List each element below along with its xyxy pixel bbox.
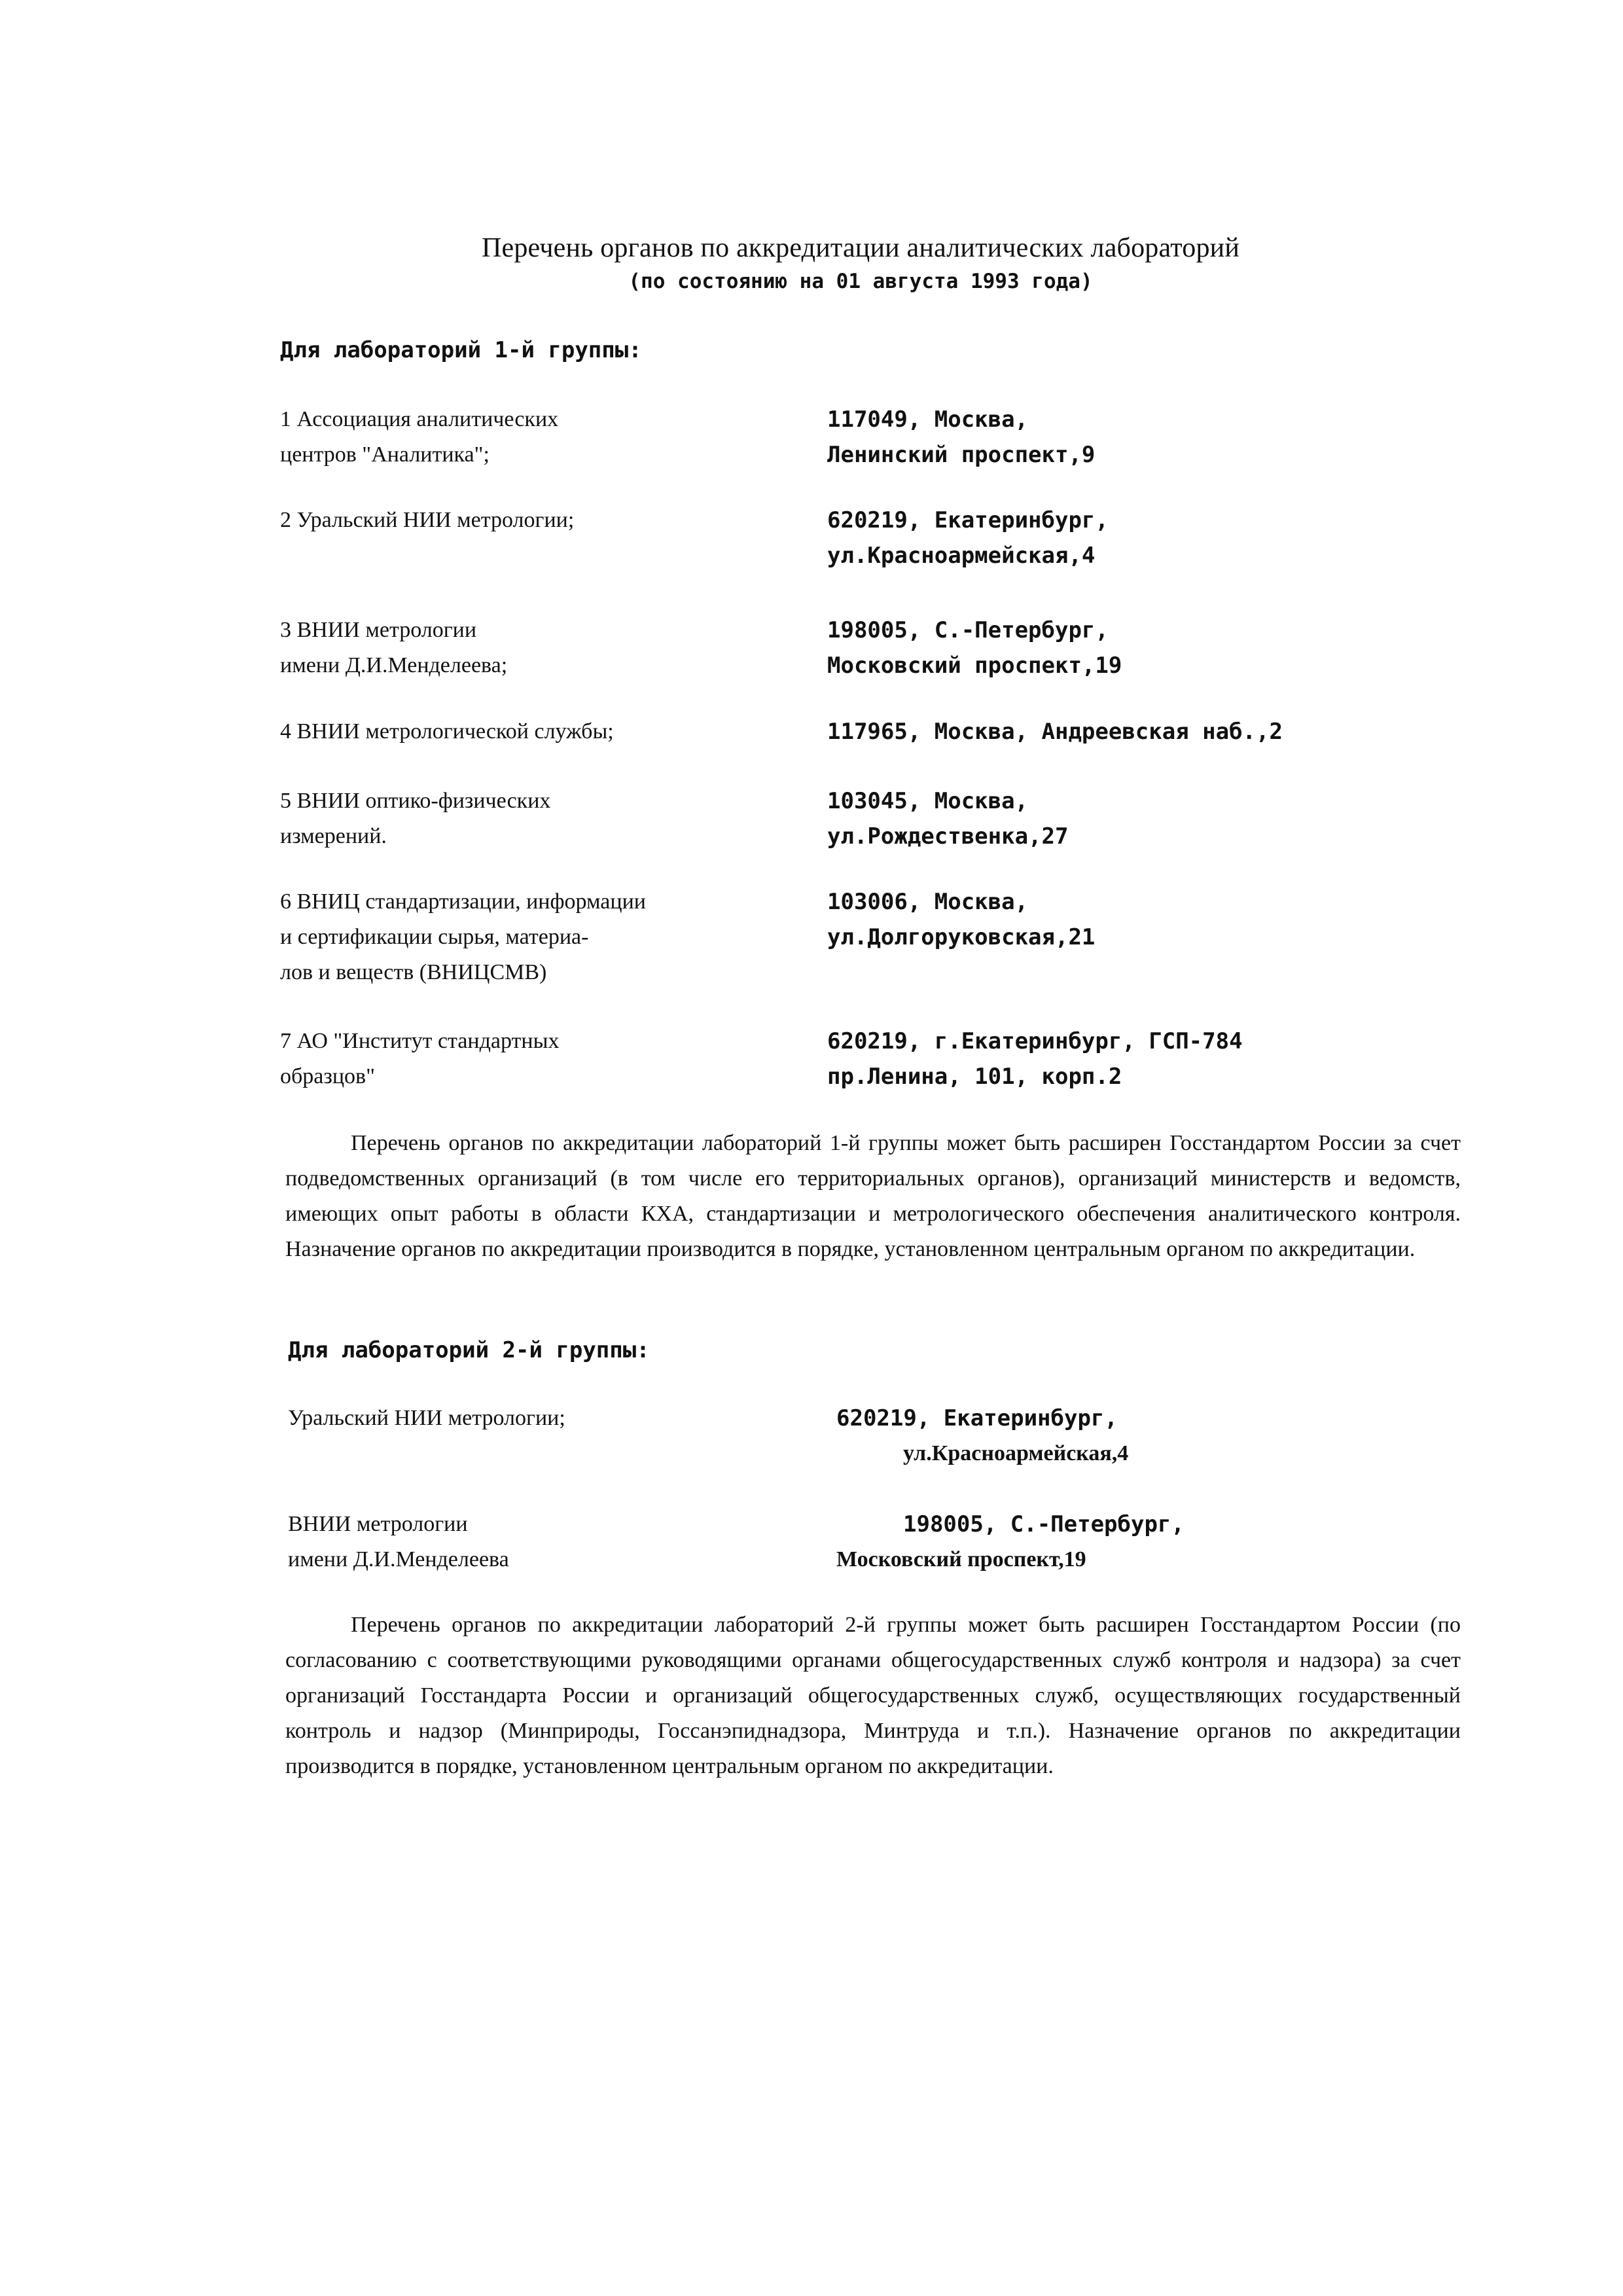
org-name: 3 ВНИИ метрологии имени Д.И.Менделеева; [280,618,508,677]
group2-note: Перечень органов по аккредитации лабораторий 2-й группы может быть расширен Госстандартом России (по согласованию с соответствующими руководящими органами общегосударственных служб контроля и надзора) за счет организаций Госстандарта России и организаций общегосударственных служб, осуществляющих государственный контроль и надзор (Минприроды, Госсанэпиднадзора, Минтруда и т.п.). Назначение органов по аккредитации производится в порядке, установленном центральным органом по аккредитации. [285,1613,1461,1778]
org-name: 6 ВНИЦ стандартизации, информации и сертификации сырья, материа- лов и веществ (ВНИЦСМВ) [280,889,646,984]
org-address-line1: 198005, С.-Петербург, [903,1511,1185,1537]
org-address-line1: 620219, Екатеринбург, [836,1405,1118,1431]
org-address: 117965, Москва, Андреевская наб.,2 [827,719,1283,745]
org-address: 198005, С.-Петербург, Московский проспект,19 [827,617,1122,679]
org-name: ВНИИ метрологии имени Д.И.Менделеева [288,1512,509,1571]
group1-note: Перечень органов по аккредитации лабораторий 1-й группы может быть расширен Госстандартом России за счет подведомственных организаций (в том числе его территориальных органов), организаций министерств и ведомств, имеющих опыт работы в области КХА, стандартизации и метрологического обеспечения аналитического контроля. Назначение органов по аккредитации производится в порядке, установленном центральным органом по аккредитации. [285,1131,1461,1261]
org-name: Уральский НИИ метрологии; [288,1406,565,1430]
org-name: 4 ВНИИ метрологической службы; [280,719,614,744]
org-name: 2 Уральский НИИ метрологии; [280,508,575,532]
group2-heading: Для лабораторий 2-й группы: [288,1337,650,1363]
document-title: Перечень органов по аккредитации аналитических лабораторий [481,233,1240,263]
org-address: 620219, Екатеринбург, ул.Красноармейская,4 [827,507,1109,569]
org-address: 620219, г.Екатеринбург, ГСП-784 пр.Ленина, 101, корп.2 [827,1028,1243,1090]
group1-heading: Для лабораторий 1-й группы: [280,337,642,363]
document-subtitle: (по состоянию на 01 августа 1993 года) [628,270,1093,293]
org-address-line2: Московский проспект,19 [836,1547,1086,1571]
org-name: 7 АО "Институт стандартных образцов" [280,1029,560,1088]
org-address-line2: ул.Красноармейская,4 [903,1441,1129,1465]
org-name: 1 Ассоциация аналитических центров "Аналитика"; [280,407,559,467]
org-name: 5 ВНИИ оптико-физических измерений. [280,789,551,848]
org-address: 103006, Москва, ул.Долгоруковская,21 [827,889,1096,950]
org-address: 103045, Москва, ул.Рождественка,27 [827,788,1069,850]
org-address: 117049, Москва, Ленинский проспект,9 [827,406,1096,468]
